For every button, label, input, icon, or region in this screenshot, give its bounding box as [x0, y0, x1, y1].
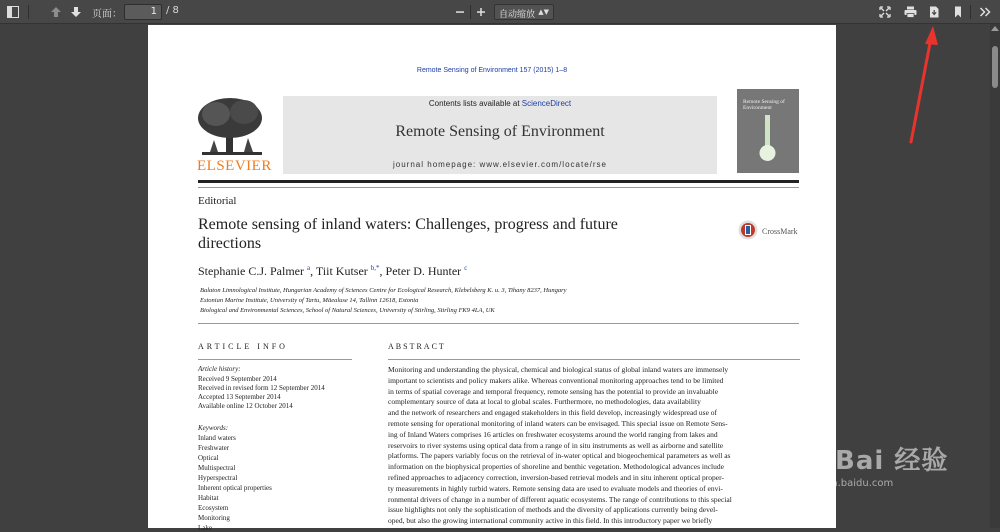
more-tools-icon[interactable]	[976, 3, 994, 21]
crossmark-icon[interactable]	[738, 220, 758, 240]
history-item: Received in revised form 12 September 2014	[198, 384, 325, 392]
toolbar-separator	[970, 5, 971, 19]
journal-reference[interactable]: Remote Sensing of Environment 157 (2015) 1–8	[416, 67, 568, 74]
cover-art-icon	[737, 89, 799, 173]
presentation-mode-icon[interactable]	[876, 3, 894, 21]
article-section: Editorial	[198, 195, 237, 207]
keyword-item: Habitat	[198, 494, 219, 502]
page-number-input[interactable]: 1	[124, 4, 162, 20]
article-info-heading: ARTICLE INFO	[198, 342, 288, 351]
next-page-icon[interactable]	[67, 3, 85, 21]
watermark-url: jingyan.baidu.com	[801, 478, 894, 489]
keyword-item: Lake	[198, 524, 212, 532]
chevron-down-icon: ▲▼	[538, 8, 549, 16]
abstract-line: important to scientists and policy makers alike. Whereas conventional monitoring approaches tend to be limited	[388, 375, 724, 385]
author-affiliation-marker[interactable]: a	[306, 264, 311, 272]
bookmark-icon[interactable]	[949, 3, 967, 21]
abstract-line: ty measurements in highly turbid waters. Remote sensing data are used to evaluate models and theories of envi-	[388, 483, 723, 493]
zoom-in-icon[interactable]	[472, 3, 490, 21]
author-affiliation-marker[interactable]: c	[464, 264, 468, 272]
author-affiliation-marker[interactable]: b,*	[370, 264, 380, 272]
abstract-line: platforms. The papers variably focus on the retrieval of in-water optical and biogeochemical parameters as well as	[388, 451, 731, 461]
publisher-logo-text: ELSEVIER	[197, 158, 272, 174]
keyword-item: Optical	[198, 454, 219, 462]
article-title: Remote sensing of inland waters: Challenges, progress and future directions	[198, 216, 618, 252]
baidu-watermark	[775, 418, 985, 528]
abstract-line: information on the biophysical properties of shoreline and benthic vegetation. Methodological advances include	[388, 462, 724, 472]
journal-cover-image	[737, 89, 799, 173]
affiliation-line: Biological and Environmental Sciences, School of Natural Sciences, University of Stirling, Stirling FK9 4LA, UK	[200, 307, 495, 314]
page-label: 页面：	[92, 9, 122, 20]
header-rule	[198, 180, 799, 183]
download-icon[interactable]	[925, 3, 943, 21]
keyword-item: Multispectral	[198, 464, 236, 472]
article-info-rule	[198, 359, 352, 360]
zoom-select[interactable]	[494, 4, 554, 20]
author-name: , Tiit Kutser	[310, 264, 371, 278]
abstract-line: oped, but also the growing international community active in this field. In this introductory paper we briefly	[388, 516, 713, 526]
affiliation-rule	[198, 323, 799, 324]
contents-line	[283, 99, 717, 108]
abstract-line: complementary source of data at local to global scales. Furthermore, no methodologies, data availability	[388, 397, 701, 407]
abstract-line: and the network of researchers and engaged stakeholders in this field develop, increasingly widespread use of	[388, 408, 718, 418]
keyword-item: Monitoring	[198, 514, 230, 522]
abstract-rule	[388, 359, 800, 360]
sidebar-toggle-icon[interactable]	[4, 3, 22, 21]
abstract-line: ing of Inland Waters comprises 16 articles on freshwater ecosystems around the world ranging from lakes and	[388, 429, 718, 439]
keywords-heading: Keywords:	[198, 424, 229, 432]
journal-homepage[interactable]: journal homepage: www.elsevier.com/locate/rse	[393, 160, 607, 169]
zoom-select-value: 自动缩放	[499, 10, 536, 20]
toolbar-separator	[28, 5, 29, 19]
keyword-item: Ecosystem	[198, 504, 229, 512]
history-item: Accepted 13 September 2014	[198, 393, 281, 401]
abstract-line: refined approaches to adjacency correction, inversion-based retrieval models and in situ inherent optical proper-	[388, 473, 724, 482]
affiliation-line: Balaton Limnological Institute, Hungarian Academy of Sciences Centre for Ecological Research, Klebelsberg K. u. 3, Tihany 8237, Hungary	[200, 287, 567, 294]
keyword-item: Hyperspectral	[198, 474, 238, 482]
abstract-line: Monitoring and understanding the physical, chemical and biological status of global inland waters are immensely	[388, 365, 729, 374]
abstract-line: in terms of spatial coverage and temporal frequency, remote sensing has the potential to provide an invaluable	[388, 386, 719, 396]
keyword-item: Inherent optical properties	[198, 484, 272, 492]
scroll-up-icon[interactable]	[991, 26, 999, 31]
keyword-item: Freshwater	[198, 444, 230, 452]
page-total: / 8	[166, 5, 179, 16]
abstract-line: issue highlights not only the sophistication of methods and the diversity of applications currently being devel-	[388, 505, 718, 515]
vertical-scrollbar[interactable]	[990, 24, 1000, 528]
affiliation-line: Estonian Marine Institute, University of Tartu, Mäealuse 14, Tallinn 12618, Estonia	[200, 297, 419, 304]
header-rule-thin	[198, 187, 799, 188]
abstract-heading: ABSTRACT	[388, 342, 446, 351]
author-name: Stephanie C.J. Palmer	[198, 264, 307, 278]
watermark-brand: Bai 经验	[835, 446, 949, 476]
pdf-page	[148, 25, 836, 532]
history-item: Available online 12 October 2014	[198, 402, 293, 410]
abstract-line: ronmental drivers of change in a number of different aquatic ecosystems. The range of contributions to this special	[388, 494, 732, 504]
cover-title: Remote Sensing of Environment	[743, 99, 785, 111]
abstract-line: remote sensing for operational monitoring of inland waters can be envisaged. This special issue on Remote Sens-	[388, 419, 728, 428]
journal-banner	[283, 96, 717, 174]
scrollbar-thumb[interactable]	[992, 46, 998, 88]
previous-page-icon[interactable]	[47, 3, 65, 21]
print-icon[interactable]	[901, 3, 919, 21]
zoom-out-icon[interactable]	[451, 3, 469, 21]
author-list	[198, 264, 467, 279]
history-heading: Article history:	[198, 365, 241, 373]
journal-title: Remote Sensing of Environment	[395, 123, 605, 140]
paw-logo-icon	[777, 424, 833, 480]
crossmark-label[interactable]: CrossMark	[762, 227, 798, 236]
toolbar-separator	[470, 5, 471, 19]
pdf-viewer-toolbar	[0, 0, 1000, 24]
sciencedirect-link[interactable]: ScienceDirect	[521, 99, 572, 108]
author-name: , Peter D. Hunter	[379, 264, 465, 278]
abstract-line: reservoirs to river systems using optical data from a range of in situ instruments as well as airborne and satellite	[388, 440, 724, 450]
history-item: Received 9 September 2014	[198, 375, 277, 383]
contents-prefix: Contents lists available at	[428, 99, 522, 108]
keyword-item: Inland waters	[198, 434, 236, 442]
